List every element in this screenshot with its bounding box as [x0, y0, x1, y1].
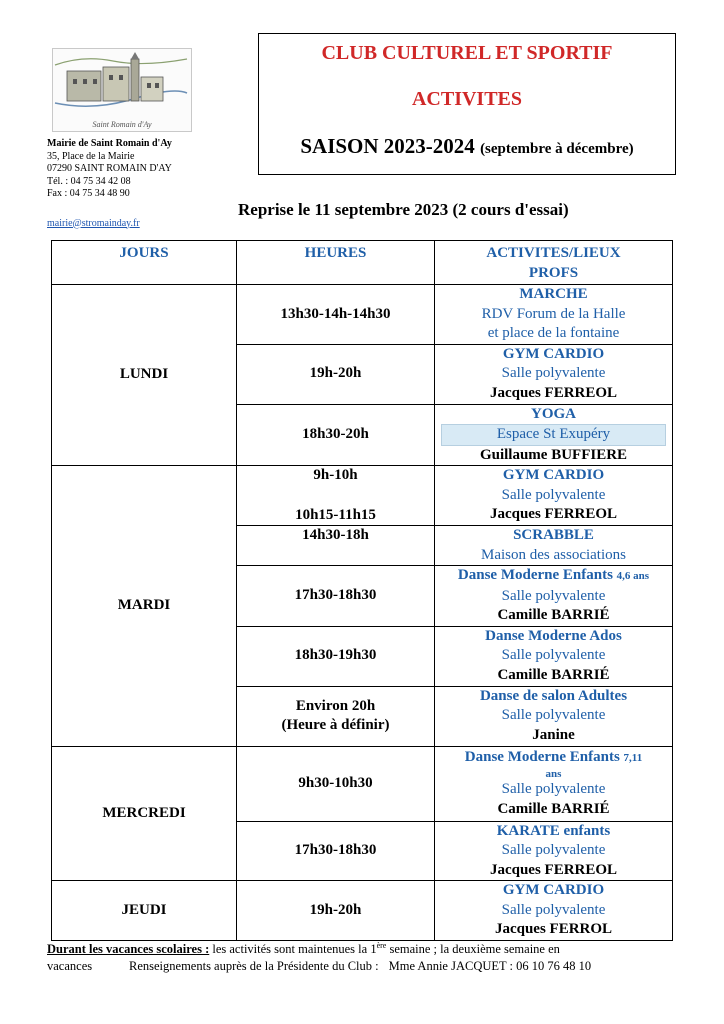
activity-cell: [435, 686, 673, 746]
activity-title: MARCHE: [519, 286, 588, 302]
activity-cell: [435, 404, 673, 466]
mairie-name: Mairie de Saint Romain d'Ay: [47, 138, 172, 149]
col-activities-label: ACTIVITES/LIEUX: [486, 245, 621, 261]
activity-cell: [435, 821, 673, 881]
table-row: [52, 881, 673, 941]
activities-title: ACTIVITES: [411, 88, 523, 110]
activity-cell: [435, 344, 673, 404]
activity-title-text: Danse Moderne Enfants: [457, 567, 613, 583]
day-jeudi: JEUDI: [52, 881, 237, 941]
activity-prof: Camille BARRIÉ: [497, 666, 610, 683]
hours-cell: [237, 686, 435, 746]
footer-label: Durant les vacances scolaires :: [47, 942, 210, 957]
activity-prof: Janine: [532, 726, 575, 743]
activity-prof: Camille BARRIÉ: [497, 607, 610, 623]
footer-line-1: [47, 937, 679, 958]
activity-prof: Jacques FERREOL: [489, 384, 618, 401]
hours-cell: 18h30-20h: [237, 404, 435, 466]
activity-place: Salle polyvalente: [501, 901, 606, 918]
hours-cell: 14h30-18h: [237, 526, 435, 566]
hours-cell: 13h30-14h-14h30: [237, 285, 435, 345]
day-lundi: LUNDI: [52, 285, 237, 466]
hours-cell: 19h-20h: [237, 344, 435, 404]
hours-line: Environ 20h: [295, 697, 376, 714]
activity-age: 7,11: [623, 751, 643, 764]
activity-prof: Jacques FERROL: [494, 921, 613, 938]
hours-cell: [237, 466, 435, 526]
footer-sup: ère: [376, 941, 387, 950]
hours-cell: 17h30-18h30: [237, 821, 435, 881]
activity-cell: [435, 285, 673, 345]
activity-title: Danse Moderne Ados: [485, 627, 622, 644]
hours-cell: 17h30-18h30: [237, 566, 435, 627]
title-box: [258, 33, 676, 175]
activity-age: 4,6 ans: [616, 570, 650, 582]
day-mercredi: MERCREDI: [52, 746, 237, 881]
season-note: (septembre à décembre): [480, 141, 634, 157]
reprise-note: Reprise le 11 septembre 2023 (2 cours d'essai): [238, 200, 569, 219]
activity-cell: [435, 626, 673, 686]
season-title: [259, 134, 675, 159]
footer-contact-label: Renseignements auprès de la Présidente du Club :: [129, 959, 379, 974]
activity-prof: Camille BARRIÉ: [497, 800, 610, 817]
footer-text-1: les activités sont maintenues la 1: [212, 942, 377, 957]
activity-title: GYM CARDIO: [502, 467, 605, 484]
col-hours: HEURES: [237, 241, 435, 285]
phone: Tél. : 04 75 34 42 08: [47, 175, 131, 187]
table-row: [52, 746, 673, 821]
activity-cell: [435, 566, 673, 627]
activity-title: Danse de salon Adultes: [479, 687, 628, 704]
activity-cell: [435, 746, 673, 821]
activity-title: [435, 748, 672, 769]
street: 35, Place de la Mairie: [47, 150, 135, 162]
activity-place: Salle polyvalente: [501, 587, 606, 604]
activity-cell: [435, 526, 673, 566]
city: 07290 SAINT ROMAIN D'AY: [47, 163, 172, 174]
activity-title: [435, 566, 672, 587]
activity-title: YOGA: [531, 405, 576, 422]
activity-place: Salle polyvalente: [501, 365, 606, 382]
activity-title: SCRABBLE: [513, 527, 594, 543]
footer-line-2: [47, 958, 679, 975]
activity-title: GYM CARDIO: [502, 882, 605, 899]
hours-line: 9h-10h: [313, 467, 358, 483]
activity-prof: Jacques FERREOL: [489, 861, 618, 878]
club-title: CLUB CULTUREL ET SPORTIF: [321, 42, 613, 64]
activity-place: Espace St Exupéry: [441, 424, 666, 446]
activity-prof: Guillaume BUFFIERE: [479, 446, 628, 463]
activity-prof: Jacques FERREOL: [489, 506, 618, 523]
col-days: JOURS: [52, 241, 237, 285]
address-block: [47, 138, 172, 230]
footer-vacances: vacances: [47, 959, 93, 974]
hours-line: (Heure à définir): [281, 717, 390, 733]
hours-cell: 18h30-19h30: [237, 626, 435, 686]
col-profs-label: PROFS: [528, 264, 579, 281]
footer-note: [47, 937, 679, 975]
footer-text-2: semaine ; la deuxième semaine en: [389, 942, 560, 957]
activity-title-text: Danse Moderne Enfants: [464, 748, 620, 765]
table-row: [52, 285, 673, 345]
schedule-table: [51, 240, 673, 941]
municipality-logo: [52, 48, 192, 132]
hours-line: 10h15-11h15: [295, 506, 376, 523]
table-header-row: [52, 241, 673, 285]
activity-age-unit: ans: [545, 768, 562, 781]
email-link[interactable]: mairie@stromainday.fr: [47, 217, 140, 229]
activity-place: Salle polyvalente: [501, 486, 606, 503]
day-mardi: MARDI: [52, 466, 237, 747]
hours-cell: 19h-20h: [237, 881, 435, 941]
hours-cell: 9h30-10h30: [237, 746, 435, 821]
season: SAISON 2023-2024: [300, 134, 475, 158]
fax: Fax : 04 75 34 48 90: [47, 188, 130, 199]
activity-place: Salle polyvalente: [501, 842, 606, 858]
activity-cell: [435, 881, 673, 941]
activity-place: Salle polyvalente: [501, 781, 606, 798]
activity-place: RDV Forum de la Halle: [481, 305, 626, 322]
activity-place: et place de la fontaine: [487, 325, 620, 341]
logo-caption: Saint Romain d'Ay: [92, 120, 152, 129]
activity-place: Salle polyvalente: [501, 707, 606, 724]
activity-cell: [435, 466, 673, 526]
footer-contact: Mme Annie JACQUET : 06 10 76 48 10: [388, 959, 592, 974]
table-row: [52, 466, 673, 526]
activity-place: Maison des associations: [481, 546, 626, 563]
activity-place: Salle polyvalente: [501, 647, 606, 664]
activity-title: KARATE enfants: [496, 822, 611, 839]
col-activities: [435, 241, 673, 285]
activity-title: GYM CARDIO: [502, 345, 605, 362]
